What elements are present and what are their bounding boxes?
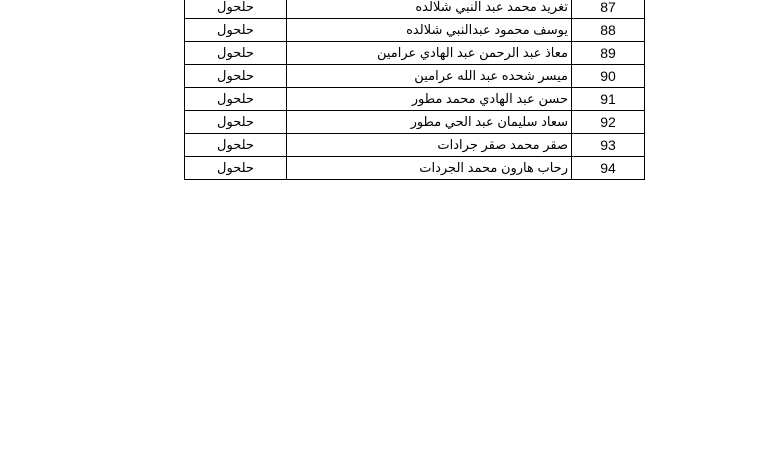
row-number-cell: 87 xyxy=(572,0,645,19)
table-row xyxy=(185,42,645,65)
town-cell: حلحول xyxy=(185,65,287,88)
table-row xyxy=(185,0,645,19)
town-cell: حلحول xyxy=(185,134,287,157)
table-row xyxy=(185,88,645,111)
row-number-cell: 92 xyxy=(572,111,645,134)
name-cell: معاذ عبد الرحمن عبد الهادي عرامين xyxy=(287,42,572,65)
table-row xyxy=(185,65,645,88)
table-row xyxy=(185,134,645,157)
row-number-cell: 88 xyxy=(572,19,645,42)
table-row xyxy=(185,157,645,180)
town-cell: حلحول xyxy=(185,0,287,19)
town-cell: حلحول xyxy=(185,42,287,65)
table-row xyxy=(185,19,645,42)
row-number-cell: 90 xyxy=(572,65,645,88)
name-cell: ميسر شحده عبد الله عرامين xyxy=(287,65,572,88)
row-number-cell: 94 xyxy=(572,157,645,180)
row-number-cell: 89 xyxy=(572,42,645,65)
row-number-cell: 91 xyxy=(572,88,645,111)
name-cell: يوسف محمود عبدالنبي شلالده xyxy=(287,19,572,42)
name-cell: تغريد محمد عبد النبي شلالده xyxy=(287,0,572,19)
name-cell: صقر محمد صقر جرادات xyxy=(287,134,572,157)
town-cell: حلحول xyxy=(185,19,287,42)
table-row xyxy=(185,111,645,134)
town-cell: حلحول xyxy=(185,157,287,180)
town-cell: حلحول xyxy=(185,88,287,111)
name-cell: حسن عبد الهادي محمد مطور xyxy=(287,88,572,111)
name-cell: رحاب هارون محمد الجردات xyxy=(287,157,572,180)
names-table xyxy=(184,0,645,180)
row-number-cell: 93 xyxy=(572,134,645,157)
name-cell: سعاد سليمان عبد الحي مطور xyxy=(287,111,572,134)
town-cell: حلحول xyxy=(185,111,287,134)
